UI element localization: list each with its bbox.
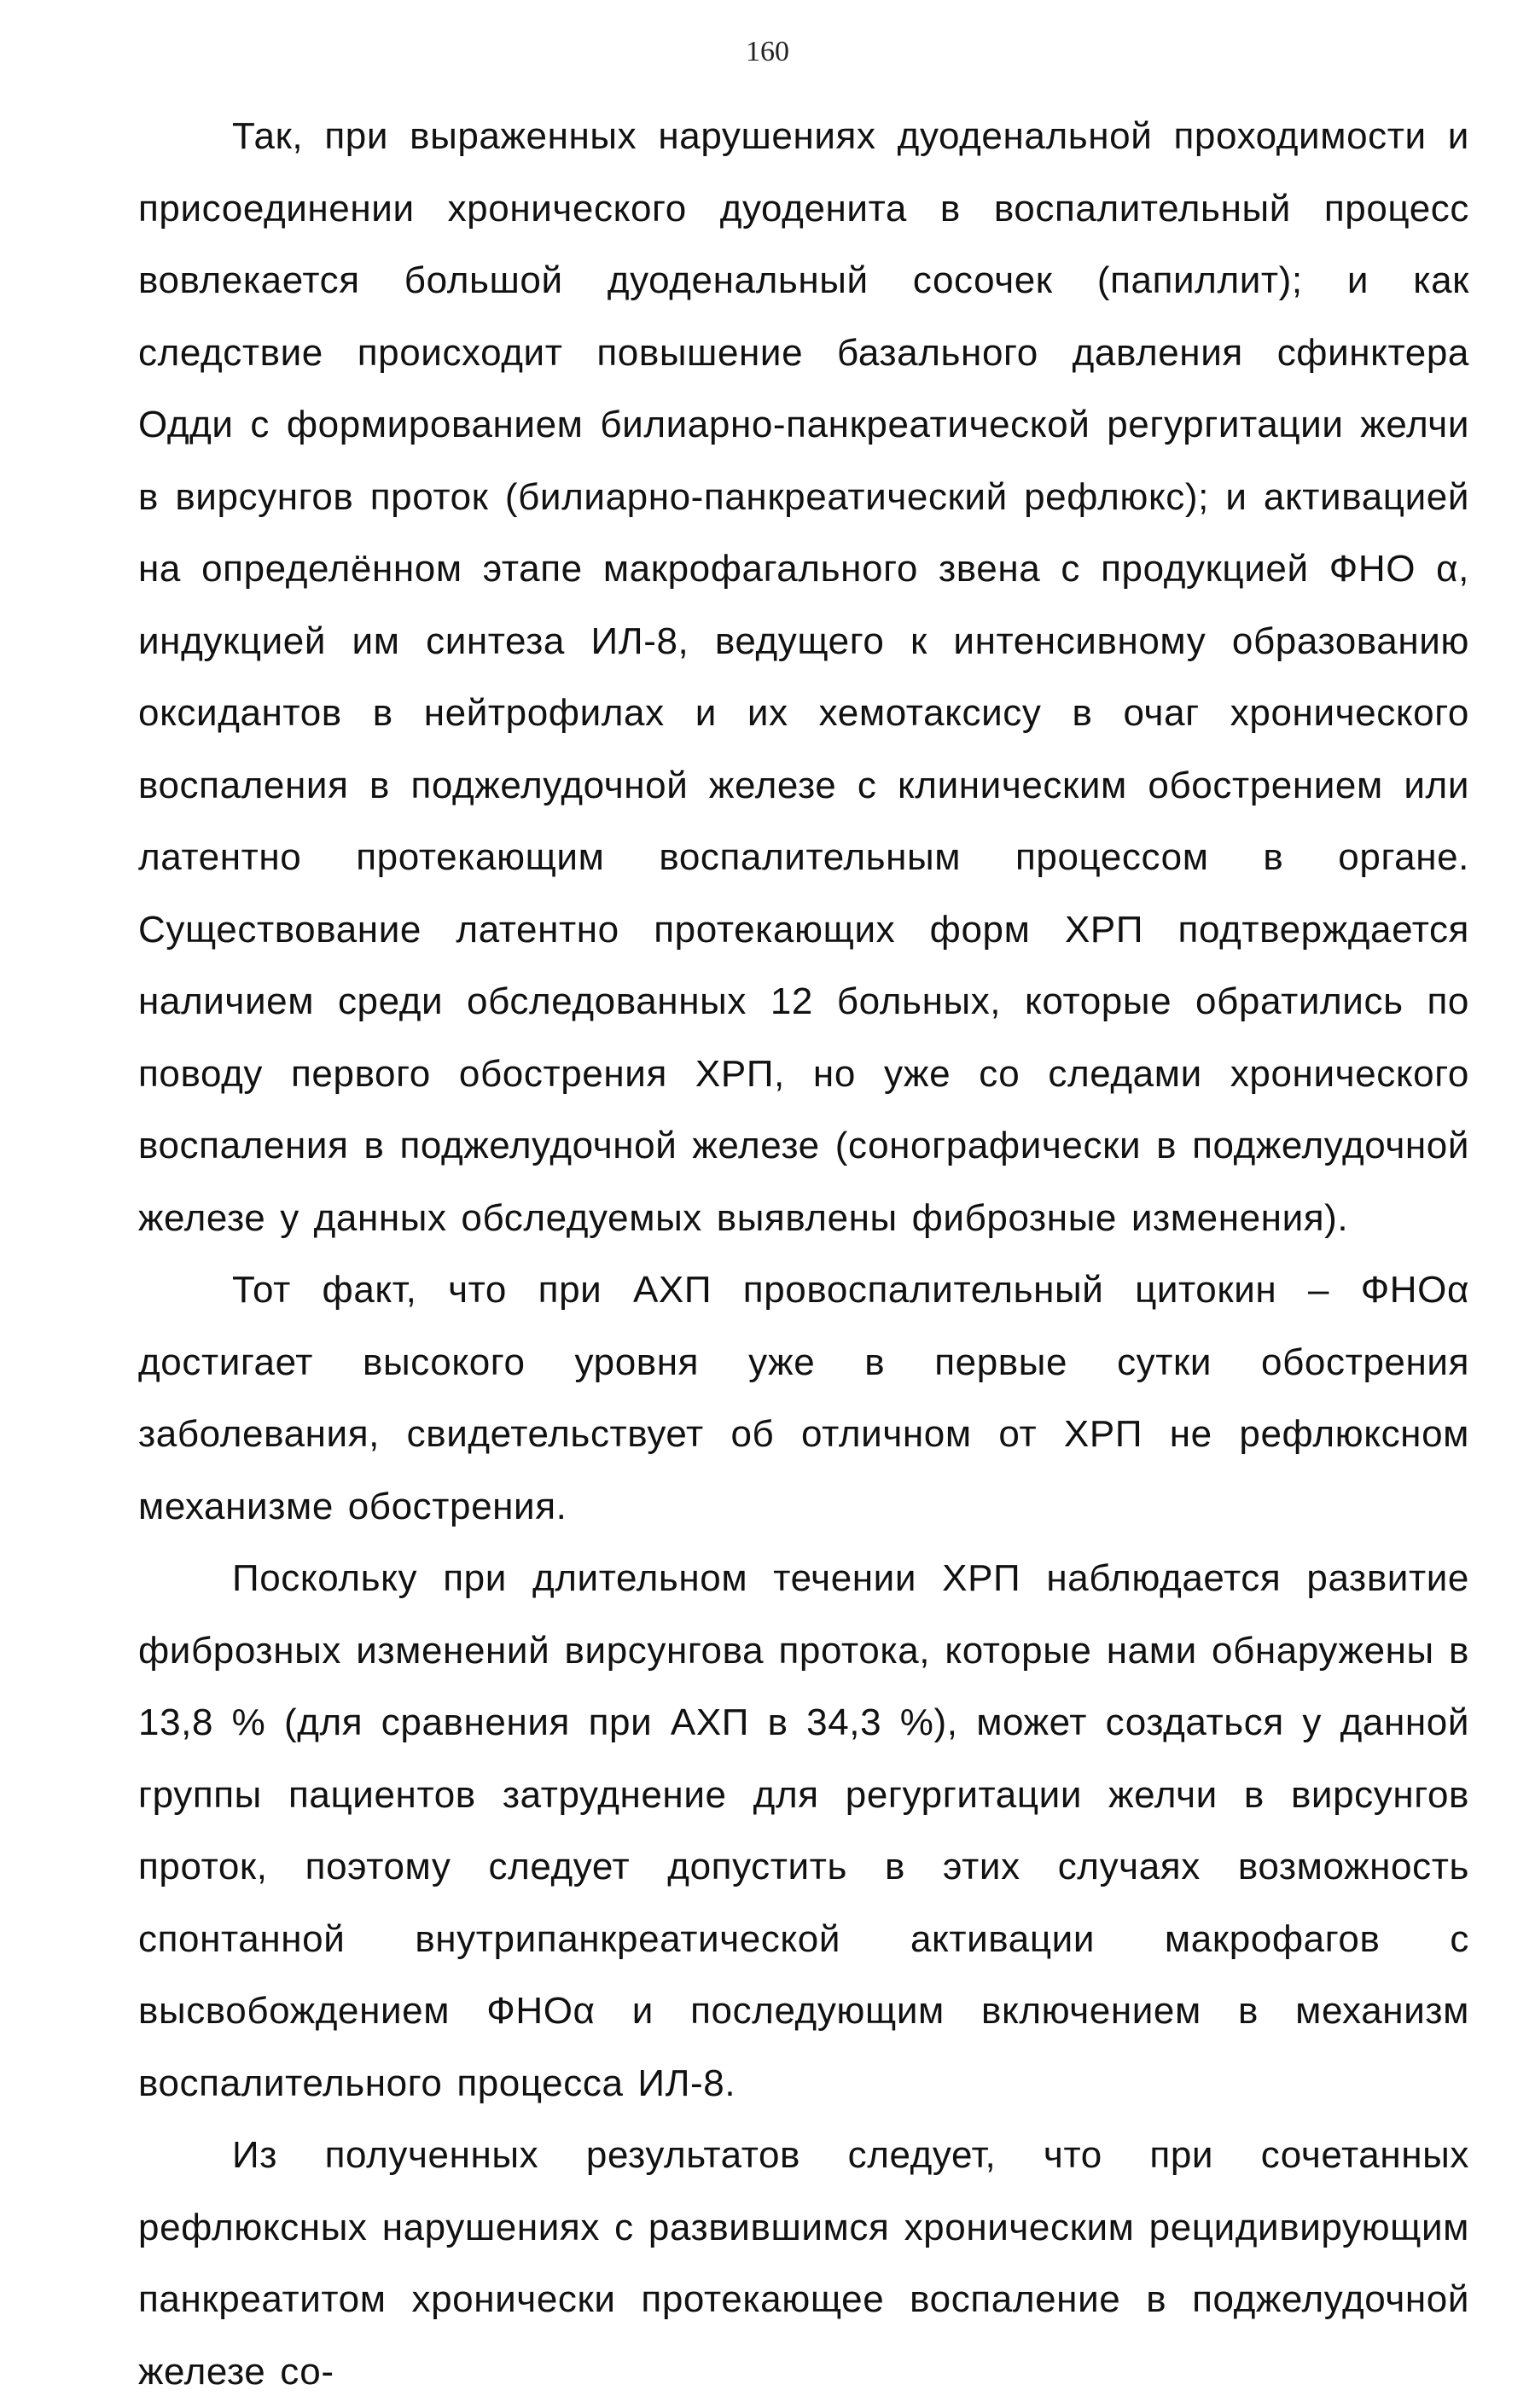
paragraph-acute-pancreatitis-tnf: Тот факт, что при АХП провоспалительный цитокин – ФНОα достигает высокого уровня уже в первые сутки обострения заболевания, свидетельствует об отличном от ХРП не рефлюксном механизме обострения. <box>138 1269 1469 1527</box>
paragraph-reflux-mechanism: Так, при выраженных нарушениях дуоденальной проходимости и присоединении хронического дуоденита в воспалительный процесс вовлекается большой дуоденальный сосочек (папиллит); и как следствие происходит повышение базального давления сфинктера Одди с формированием билиарно-панкреатической регургитации желчи в вирсунгов проток (билиарно-панкреатический рефлюкс); и активацией на определённом этапе макрофагального звена с продукцией ФНО α, индукцией им синтеза ИЛ-8, ведущего к интенсивному образованию оксидантов в нейтрофилах и их хемотаксису в очаг хронического воспаления в поджелудочной железе с клиническим обострением или латентно протекающим воспалительным процессом в органе. Существование латентно протекающих форм ХРП подтверждается наличием среди обследованных 12 больных, которые обратились по поводу первого обострения ХРП, но уже со следами хронического воспаления в поджелудочной железе (сонографически в поджелудочной железе у данных обследуемых выявлены фиброзные изменения). <box>138 115 1469 1239</box>
page-number: 160 <box>746 36 789 67</box>
paragraph-fibrotic-changes: Поскольку при длительном течении ХРП наблюдается развитие фиброзных изменений вирсунгова протока, которые нами обнаружены в 13,8 % (для сравнения при АХП в 34,3 %), может создаться у данной группы пациентов затруднение для регургитации желчи в вирсунгов проток, поэтому следует допустить в этих случаях возможность спонтанной внутрипанкреатической активации макрофагов с высвобождением ФНОα и последующим включением в механизм воспалительного процесса ИЛ-8. <box>138 1557 1469 2104</box>
text-body <box>138 101 1469 2408</box>
paragraph-results-conclusion: Из полученных результатов следует, что при сочетанных рефлюксных нарушениях с развившимся хроническим рецидивирующим панкреатитом хронически протекающее воспаление в поджелудочной железе со- <box>138 2134 1469 2393</box>
